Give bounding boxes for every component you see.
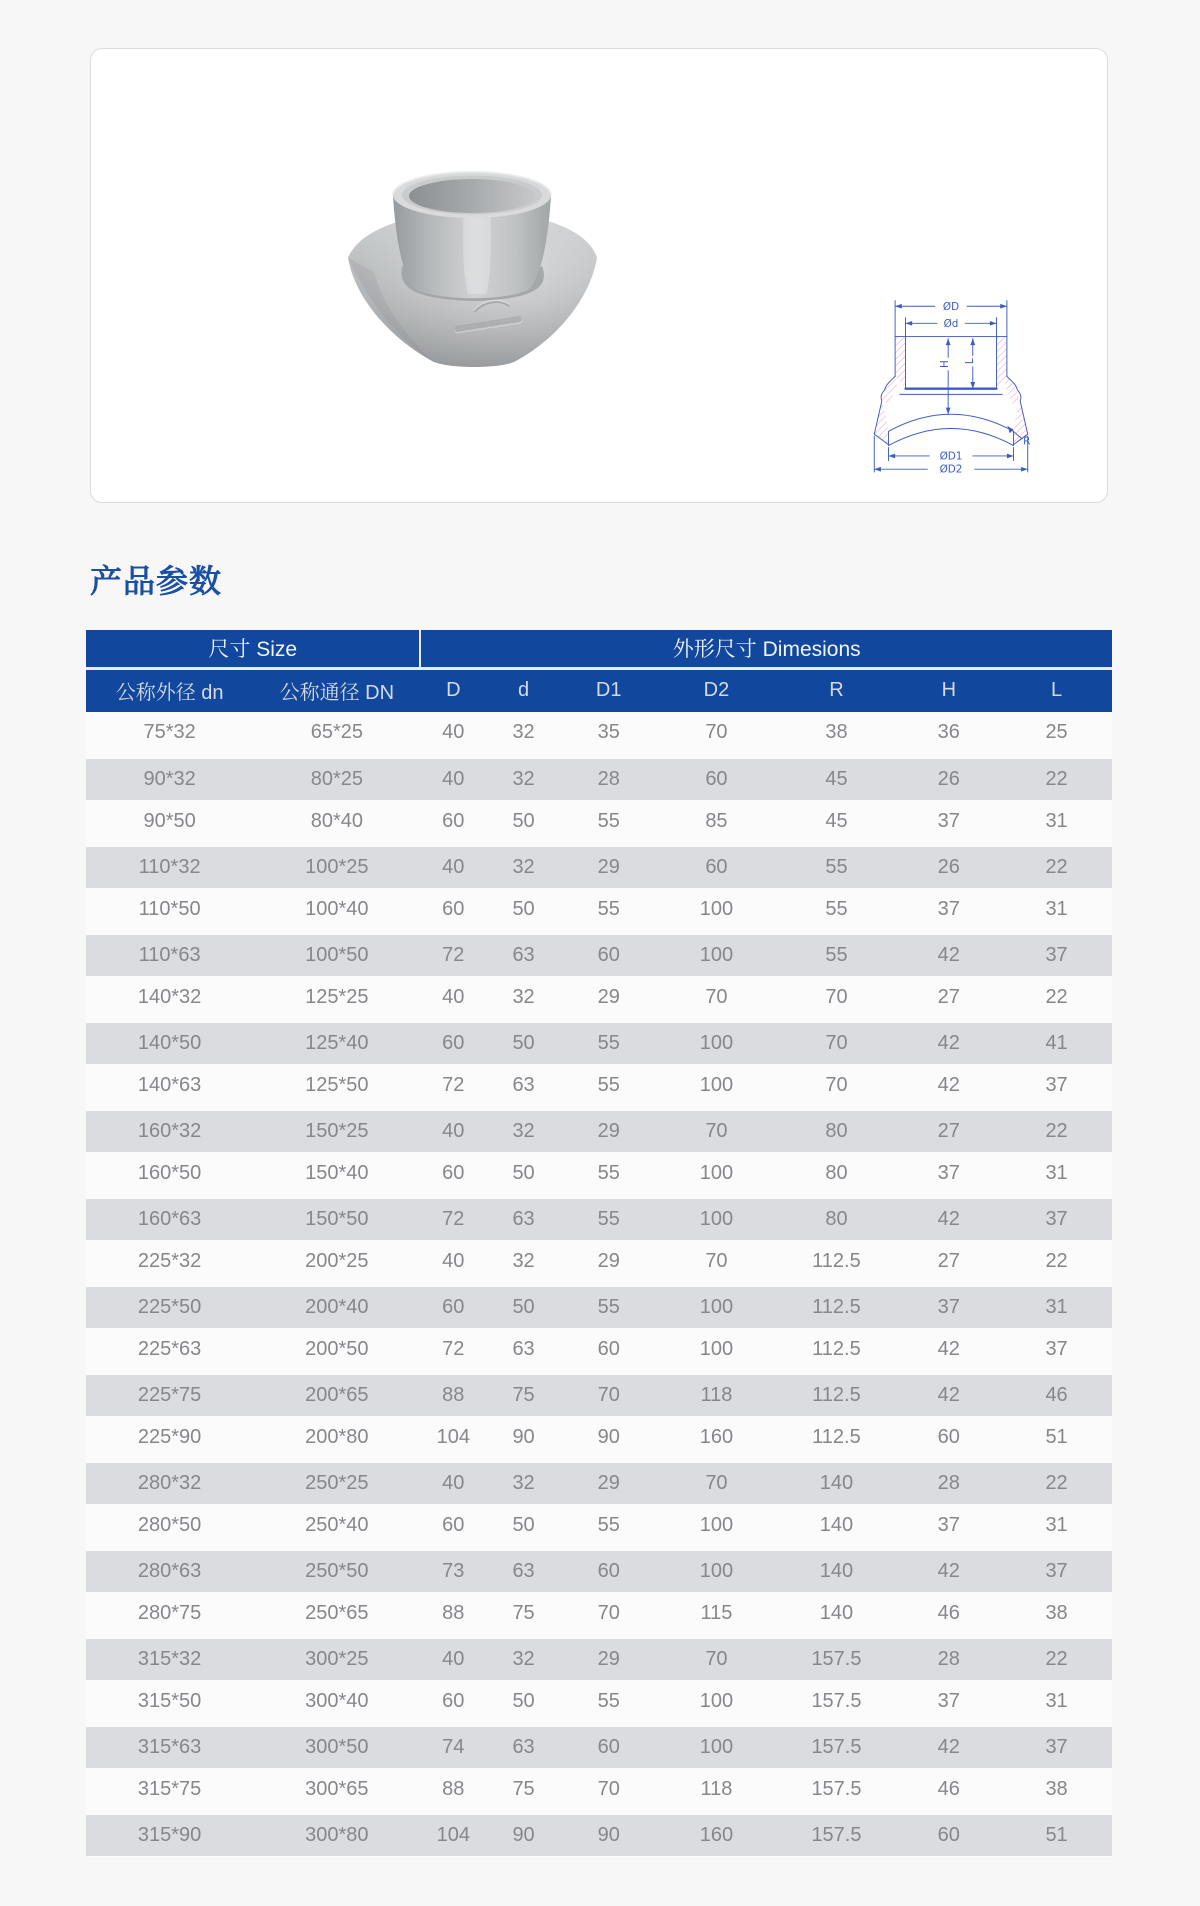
table-cell: 42 [896,1020,1001,1064]
table-cell: 157.5 [776,1724,896,1768]
table-cell: 70 [656,1108,776,1152]
product-photo [344,162,604,387]
table-cell: 90*50 [86,800,253,844]
table-cell: 22 [1001,1636,1112,1680]
table-cell: 110*50 [86,888,253,932]
table-cell: 70 [561,1768,656,1812]
table-cell: 125*25 [253,976,420,1020]
table-cell: 50 [486,1152,561,1196]
table-cell: 225*32 [86,1240,253,1284]
table-cell: 300*65 [253,1768,420,1812]
spec-table-container [86,630,1112,1857]
table-cell: 63 [486,1196,561,1240]
table-cell: 100 [656,1196,776,1240]
table-cell: 32 [486,1636,561,1680]
table-cell: 22 [1001,1460,1112,1504]
table-cell: 32 [486,976,561,1020]
table-cell: 90*32 [86,756,253,800]
table-cell: 22 [1001,844,1112,888]
table-cell: 37 [896,800,1001,844]
table-cell: 36 [896,712,1001,756]
table-cell: 80*40 [253,800,420,844]
table-cell: 70 [776,1020,896,1064]
table-cell: 160*50 [86,1152,253,1196]
table-cell: 55 [776,932,896,976]
table-cell: 140 [776,1504,896,1548]
table-cell: 27 [896,1108,1001,1152]
table-cell: 32 [486,712,561,756]
table-cell: 104 [420,1416,486,1460]
table-cell: 50 [486,1284,561,1328]
table-row [86,712,1112,756]
table-cell: 100*25 [253,844,420,888]
table-cell: 315*32 [86,1636,253,1680]
table-cell: 88 [420,1372,486,1416]
table-cell: 55 [561,888,656,932]
table-cell: 73 [420,1548,486,1592]
table-row [86,976,1112,1020]
table-cell: 70 [656,1636,776,1680]
table-cell: 60 [420,1284,486,1328]
table-cell: 200*80 [253,1416,420,1460]
table-cell: 160 [656,1416,776,1460]
table-cell: 157.5 [776,1768,896,1812]
table-cell: 75*32 [86,712,253,756]
table-row [86,1196,1112,1240]
table-cell: 38 [1001,1592,1112,1636]
table-cell: 75 [486,1592,561,1636]
table-cell: 63 [486,1548,561,1592]
table-cell: 55 [561,1152,656,1196]
table-cell: 100 [656,1328,776,1372]
table-row [86,1284,1112,1328]
table-column-header-row [86,668,1112,712]
table-cell: 70 [656,1460,776,1504]
table-row [86,1460,1112,1504]
table-cell: 40 [420,1240,486,1284]
table-cell: 55 [561,1680,656,1724]
table-cell: 55 [561,1064,656,1108]
table-cell: 46 [896,1768,1001,1812]
table-cell: 22 [1001,1108,1112,1152]
table-cell: 32 [486,756,561,800]
table-cell: 55 [561,1284,656,1328]
table-cell: 112.5 [776,1240,896,1284]
table-row [86,1812,1112,1856]
table-cell: 80 [776,1196,896,1240]
table-row [86,1328,1112,1372]
diagram-label-od: ØD [942,301,960,314]
table-cell: 27 [896,976,1001,1020]
table-cell: 118 [656,1768,776,1812]
table-cell: 63 [486,1328,561,1372]
table-cell: 140*50 [86,1020,253,1064]
table-cell: 26 [896,844,1001,888]
table-row [86,888,1112,932]
table-row [86,756,1112,800]
table-cell: 100*40 [253,888,420,932]
table-cell: 22 [1001,1240,1112,1284]
table-cell: 70 [656,712,776,756]
table-cell: 104 [420,1812,486,1856]
table-cell: 90 [486,1416,561,1460]
table-cell: 55 [561,1196,656,1240]
table-cell: 42 [896,1724,1001,1768]
table-cell: 37 [1001,1328,1112,1372]
table-cell: 29 [561,976,656,1020]
table-cell: 42 [896,1196,1001,1240]
table-cell: 55 [776,888,896,932]
table-cell: 32 [486,844,561,888]
table-cell: 157.5 [776,1680,896,1724]
group-header-dimensions: 外形尺寸 Dimesions [420,630,1112,668]
table-cell: 40 [420,1460,486,1504]
table-cell: 315*75 [86,1768,253,1812]
table-body [86,712,1112,1856]
table-cell: 250*40 [253,1504,420,1548]
table-row [86,932,1112,976]
product-media-card [90,48,1108,503]
table-cell: 140*32 [86,976,253,1020]
table-cell: 100*50 [253,932,420,976]
column-header-DN: 公称通径 DN [253,668,420,712]
table-cell: 200*40 [253,1284,420,1328]
column-header-dn: 公称外径 dn [86,668,253,712]
table-cell: 280*75 [86,1592,253,1636]
table-cell: 72 [420,1328,486,1372]
column-header-D: D [420,668,486,712]
table-cell: 80 [776,1108,896,1152]
table-cell: 22 [1001,976,1112,1020]
table-cell: 300*40 [253,1680,420,1724]
group-header-size: 尺寸 Size [86,630,420,668]
table-cell: 37 [1001,1548,1112,1592]
table-cell: 40 [420,1636,486,1680]
table-cell: 70 [776,1064,896,1108]
table-cell: 55 [561,1020,656,1064]
table-cell: 74 [420,1724,486,1768]
table-cell: 140 [776,1460,896,1504]
table-cell: 37 [896,888,1001,932]
table-cell: 32 [486,1240,561,1284]
table-cell: 60 [561,1548,656,1592]
table-cell: 38 [776,712,896,756]
table-cell: 37 [1001,1724,1112,1768]
table-cell: 157.5 [776,1812,896,1856]
table-cell: 50 [486,888,561,932]
table-row [86,1064,1112,1108]
table-cell: 63 [486,932,561,976]
table-cell: 100 [656,932,776,976]
table-cell: 225*50 [86,1284,253,1328]
table-cell: 60 [420,888,486,932]
table-cell: 60 [561,1724,656,1768]
table-cell: 37 [896,1680,1001,1724]
table-cell: 22 [1001,756,1112,800]
table-cell: 32 [486,1108,561,1152]
column-header-D1: D1 [561,668,656,712]
table-cell: 25 [1001,712,1112,756]
table-row [86,1724,1112,1768]
table-cell: 37 [896,1152,1001,1196]
table-cell: 31 [1001,1284,1112,1328]
table-cell: 300*50 [253,1724,420,1768]
table-cell: 250*50 [253,1548,420,1592]
table-row [86,1504,1112,1548]
table-cell: 140 [776,1592,896,1636]
table-cell: 75 [486,1768,561,1812]
table-cell: 41 [1001,1020,1112,1064]
table-cell: 70 [776,976,896,1020]
table-cell: 60 [420,1504,486,1548]
table-cell: 60 [420,1020,486,1064]
table-cell: 70 [656,1240,776,1284]
table-row [86,1636,1112,1680]
table-cell: 150*40 [253,1152,420,1196]
table-cell: 100 [656,1020,776,1064]
table-cell: 60 [896,1812,1001,1856]
column-header-H: H [896,668,1001,712]
diagram-label-l: L [963,358,976,365]
table-cell: 100 [656,1064,776,1108]
table-cell: 40 [420,1108,486,1152]
table-cell: 88 [420,1768,486,1812]
table-cell: 80*25 [253,756,420,800]
table-cell: 29 [561,844,656,888]
table-cell: 150*50 [253,1196,420,1240]
table-cell: 110*63 [86,932,253,976]
table-cell: 72 [420,932,486,976]
table-cell: 60 [656,756,776,800]
table-cell: 60 [896,1416,1001,1460]
column-header-L: L [1001,668,1112,712]
table-cell: 60 [656,844,776,888]
table-cell: 60 [420,800,486,844]
table-cell: 75 [486,1372,561,1416]
table-cell: 29 [561,1108,656,1152]
table-cell: 37 [1001,932,1112,976]
table-cell: 125*50 [253,1064,420,1108]
table-cell: 42 [896,1548,1001,1592]
table-cell: 60 [561,1328,656,1372]
table-cell: 37 [1001,1196,1112,1240]
section-title: 产品参数 [90,563,223,599]
table-cell: 37 [1001,1064,1112,1108]
bore-opening [409,179,535,213]
table-row [86,1372,1112,1416]
diagram-label-od2: ØD2 [939,463,963,473]
diagram-label-od1: ØD1 [939,450,963,463]
table-row [86,1152,1112,1196]
table-cell: 45 [776,800,896,844]
table-cell: 100 [656,1152,776,1196]
table-cell: 35 [561,712,656,756]
table-cell: 140 [776,1548,896,1592]
table-cell: 50 [486,1504,561,1548]
table-row [86,1416,1112,1460]
table-cell: 51 [1001,1416,1112,1460]
table-row [86,1768,1112,1812]
table-cell: 31 [1001,800,1112,844]
table-cell: 46 [896,1592,1001,1636]
table-group-header-row [86,630,1112,668]
table-cell: 55 [561,1504,656,1548]
diagram-label-odi: Ød [943,318,959,331]
table-cell: 46 [1001,1372,1112,1416]
table-cell: 160*63 [86,1196,253,1240]
table-cell: 50 [486,1680,561,1724]
table-row [86,800,1112,844]
column-header-d: d [486,668,561,712]
table-cell: 100 [656,888,776,932]
table-cell: 28 [896,1636,1001,1680]
table-cell: 280*32 [86,1460,253,1504]
table-cell: 250*25 [253,1460,420,1504]
table-cell: 225*90 [86,1416,253,1460]
table-cell: 50 [486,800,561,844]
table-cell: 150*25 [253,1108,420,1152]
table-cell: 110*32 [86,844,253,888]
table-cell: 72 [420,1196,486,1240]
table-cell: 31 [1001,1504,1112,1548]
table-cell: 42 [896,932,1001,976]
table-cell: 42 [896,1064,1001,1108]
table-row [86,844,1112,888]
table-cell: 70 [561,1592,656,1636]
table-cell: 70 [656,976,776,1020]
table-cell: 125*40 [253,1020,420,1064]
table-cell: 112.5 [776,1416,896,1460]
table-cell: 65*25 [253,712,420,756]
table-cell: 60 [420,1152,486,1196]
table-cell: 40 [420,712,486,756]
table-cell: 37 [896,1284,1001,1328]
table-cell: 38 [1001,1768,1112,1812]
diagram-label-h: H [939,360,952,368]
table-row [86,1592,1112,1636]
table-cell: 160*32 [86,1108,253,1152]
table-cell: 29 [561,1240,656,1284]
spec-table [86,630,1112,1857]
table-row [86,1548,1112,1592]
table-cell: 63 [486,1724,561,1768]
table-cell: 225*75 [86,1372,253,1416]
table-cell: 40 [420,844,486,888]
table-cell: 100 [656,1504,776,1548]
table-cell: 100 [656,1548,776,1592]
column-header-R: R [776,668,896,712]
table-cell: 60 [561,932,656,976]
table-cell: 200*50 [253,1328,420,1372]
column-header-D2: D2 [656,668,776,712]
table-cell: 31 [1001,1680,1112,1724]
table-cell: 31 [1001,1152,1112,1196]
table-row [86,1108,1112,1152]
table-cell: 32 [486,1460,561,1504]
table-cell: 315*63 [86,1724,253,1768]
table-cell: 55 [776,844,896,888]
table-cell: 28 [896,1460,1001,1504]
diagram-label-r: R [1023,435,1031,448]
table-cell: 300*25 [253,1636,420,1680]
table-cell: 51 [1001,1812,1112,1856]
table-cell: 37 [896,1504,1001,1548]
table-row [86,1680,1112,1724]
table-cell: 88 [420,1592,486,1636]
table-cell: 27 [896,1240,1001,1284]
table-cell: 112.5 [776,1372,896,1416]
table-cell: 40 [420,976,486,1020]
table-cell: 157.5 [776,1636,896,1680]
table-cell: 300*80 [253,1812,420,1856]
table-cell: 45 [776,756,896,800]
table-cell: 40 [420,756,486,800]
table-cell: 140*63 [86,1064,253,1108]
table-cell: 90 [561,1812,656,1856]
table-cell: 280*63 [86,1548,253,1592]
table-cell: 90 [486,1812,561,1856]
table-cell: 118 [656,1372,776,1416]
table-cell: 42 [896,1372,1001,1416]
table-cell: 28 [561,756,656,800]
table-row [86,1240,1112,1284]
table-cell: 315*50 [86,1680,253,1724]
table-cell: 100 [656,1724,776,1768]
table-cell: 26 [896,756,1001,800]
table-cell: 160 [656,1812,776,1856]
table-cell: 100 [656,1284,776,1328]
table-cell: 315*90 [86,1812,253,1856]
table-cell: 29 [561,1636,656,1680]
table-cell: 50 [486,1020,561,1064]
table-cell: 31 [1001,888,1112,932]
table-cell: 280*50 [86,1504,253,1548]
table-cell: 63 [486,1064,561,1108]
table-cell: 115 [656,1592,776,1636]
table-cell: 112.5 [776,1328,896,1372]
table-cell: 70 [561,1372,656,1416]
table-cell: 90 [561,1416,656,1460]
table-cell: 29 [561,1460,656,1504]
table-cell: 200*25 [253,1240,420,1284]
dimension-diagram [861,293,1041,473]
table-cell: 112.5 [776,1284,896,1328]
table-row [86,1020,1112,1064]
table-cell: 200*65 [253,1372,420,1416]
table-cell: 100 [656,1680,776,1724]
table-cell: 42 [896,1328,1001,1372]
table-cell: 85 [656,800,776,844]
table-cell: 225*63 [86,1328,253,1372]
table-cell: 80 [776,1152,896,1196]
table-cell: 55 [561,800,656,844]
table-cell: 72 [420,1064,486,1108]
table-cell: 60 [420,1680,486,1724]
table-cell: 250*65 [253,1592,420,1636]
